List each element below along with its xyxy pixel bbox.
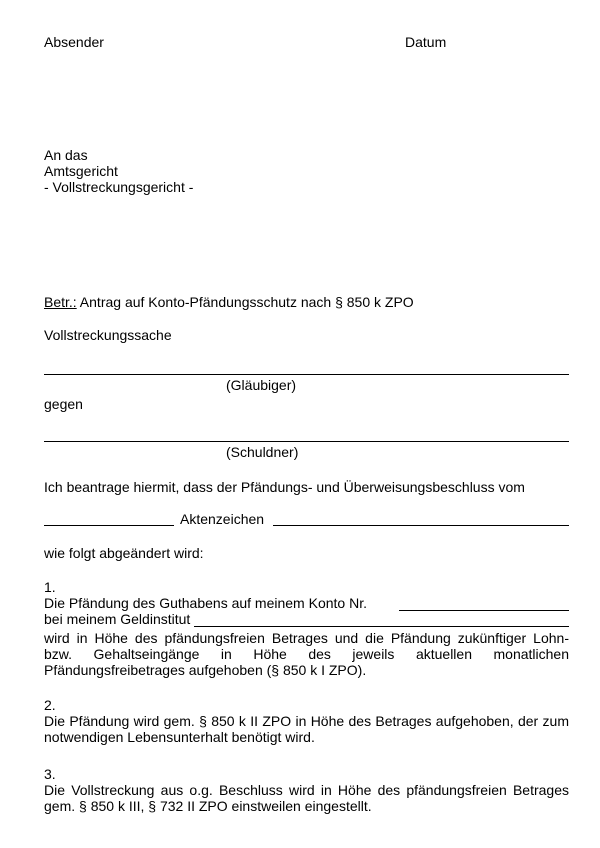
item-1-body: wird in Höhe des pfändungsfreien Betrages und die Pfändung zukünftiger Lohn- bzw. Gehaltseingänge in Höhe des jeweils aktuellen monatlichen Pfändungsfreibetrages aufgehoben (§ 850 k I ZPO). — [44, 630, 569, 678]
recipient-line-2: Amtsgericht — [44, 163, 118, 179]
item-2-number: 2. — [44, 697, 56, 713]
creditor-label: (Gläubiger) — [226, 377, 297, 393]
bank-text: bei meinem Geldinstitut — [44, 611, 191, 627]
account-number-row — [44, 595, 569, 611]
sender-label: Absender — [44, 34, 104, 50]
decision-date-line[interactable] — [44, 525, 174, 526]
request-text: Ich beantrage hiermit, dass der Pfändungs- und Überweisungsbeschluss vom — [44, 479, 525, 495]
account-number-line[interactable] — [399, 599, 569, 611]
recipient-line-1: An das — [44, 147, 88, 163]
item-3-body: Die Vollstreckung aus o.g. Beschluss wird in Höhe des pfändungsfreien Betrages gem. § 850 k III, § 732 II ZPO einstweilen eingestellt. — [44, 782, 569, 814]
file-number-label: Aktenzeichen — [180, 511, 265, 527]
debtor-label: (Schuldner) — [226, 444, 299, 460]
date-label: Datum — [405, 34, 447, 50]
subject-prefix: Betr.: — [44, 294, 77, 310]
item-1-number: 1. — [44, 579, 56, 595]
debtor-name-line[interactable] — [44, 441, 569, 442]
item-3-number: 3. — [44, 766, 56, 782]
case-label: Vollstreckungssache — [44, 327, 172, 343]
account-text: Die Pfändung des Guthabens auf meinem Konto Nr. — [44, 595, 367, 611]
modification-text: wie folgt abgeändert wird: — [44, 545, 204, 561]
versus-label: gegen — [44, 396, 83, 412]
subject-text: Antrag auf Konto-Pfändungsschutz nach § 850 k ZPO — [76, 294, 414, 310]
bank-row — [44, 611, 569, 627]
subject-line — [44, 294, 414, 310]
creditor-name-line[interactable] — [44, 374, 569, 375]
item-2-body: Die Pfändung wird gem. § 850 k II ZPO in Höhe des Betrages aufgehoben, der zum notwendigen Lebensunterhalt benötigt wird. — [44, 713, 569, 745]
recipient-line-3: - Vollstreckungsgericht - — [44, 179, 194, 195]
bank-name-line[interactable] — [194, 615, 569, 627]
file-number-line[interactable] — [273, 525, 569, 526]
